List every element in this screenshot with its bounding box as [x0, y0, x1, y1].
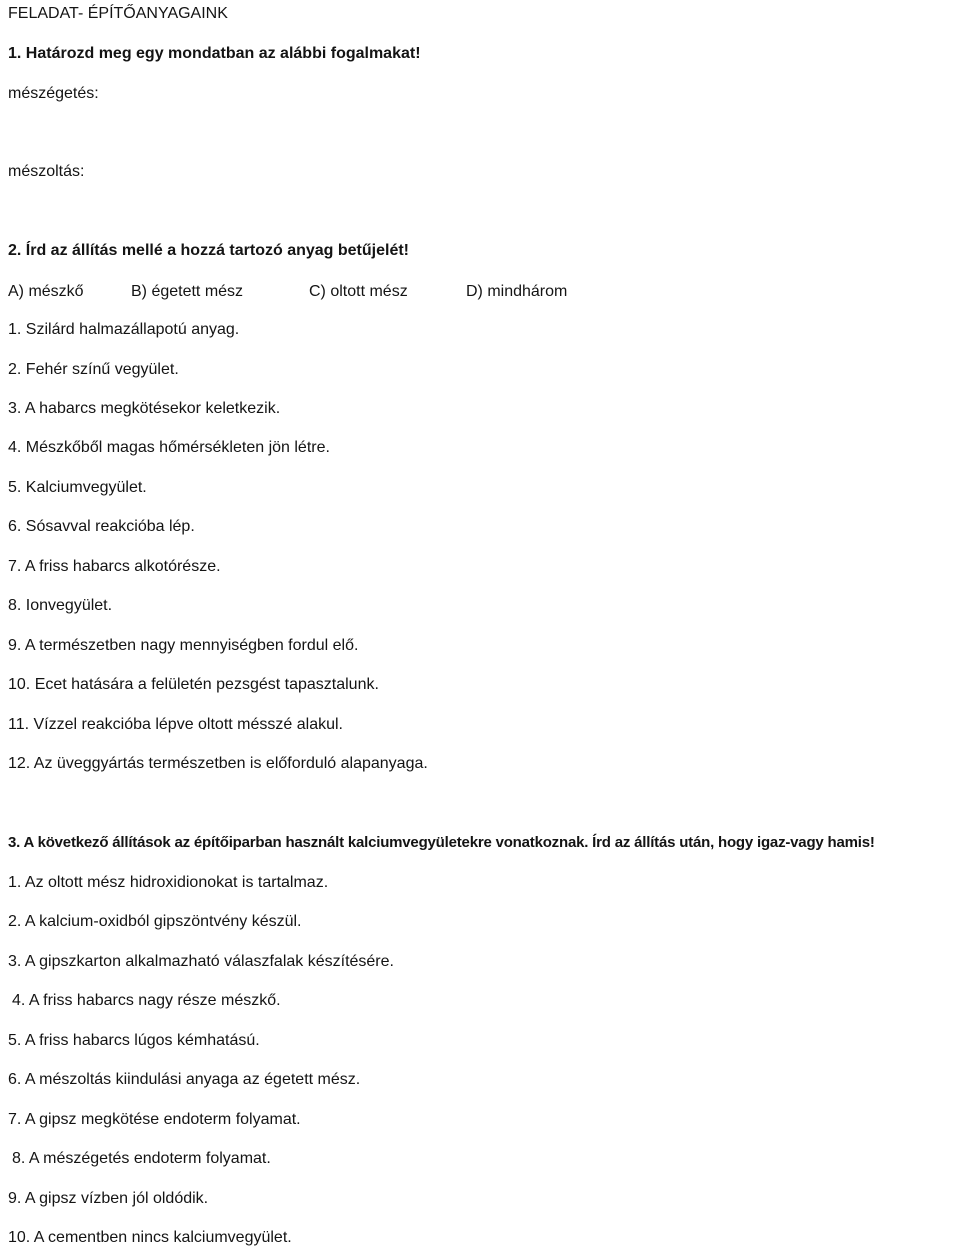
task3-statement: 7. A gipsz megkötése endoterm folyamat. — [8, 1111, 301, 1128]
task2-statement: 11. Vízzel reakcióba lépve oltott mésszé alakul. — [8, 716, 343, 733]
task3-statement: 1. Az oltott mész hidroxidionokat is tartalmaz. — [8, 874, 329, 891]
option-b: B) égetett mész — [131, 283, 244, 300]
task3-statement: 2. A kalcium-oxidból gipszöntvény készül. — [8, 913, 302, 930]
term-meszegetes: mészégetés: — [8, 85, 99, 102]
task2-statement: 1. Szilárd halmazállapotú anyag. — [8, 321, 240, 338]
option-c: C) oltott mész — [309, 283, 408, 300]
task2-statement: 8. Ionvegyület. — [8, 597, 113, 614]
task2-heading: 2. Írd az állítás mellé a hozzá tartozó anyag betűjelét! — [8, 242, 409, 259]
option-a: A) mészkő — [8, 283, 84, 300]
task2-statement: 2. Fehér színű vegyület. — [8, 361, 179, 378]
task2-statement: 5. Kalciumvegyület. — [8, 479, 147, 496]
answer-options — [8, 282, 608, 302]
task2-statement: 3. A habarcs megkötésekor keletkezik. — [8, 400, 281, 417]
task2-statement: 6. Sósavval reakcióba lép. — [8, 518, 195, 535]
task2-statement: 4. Mészkőből magas hőmérsékleten jön létre. — [8, 439, 330, 456]
task3-statement: 5. A friss habarcs lúgos kémhatású. — [8, 1032, 260, 1049]
task2-statement: 9. A természetben nagy mennyiségben fordul elő. — [8, 637, 359, 654]
task3-heading: 3. A következő állítások az építőiparban használt kalciumvegyületekre vonatkoznak. Írd az állítás után, hogy igaz-vagy hamis! — [8, 834, 875, 851]
option-d: D) mindhárom — [466, 283, 568, 300]
worksheet-title: FELADAT- ÉPÍTŐANYAGAINK — [8, 5, 228, 22]
task2-statement: 10. Ecet hatására a felületén pezsgést tapasztalunk. — [8, 676, 379, 693]
term-meszoltas: mészoltás: — [8, 163, 85, 180]
task1-heading: 1. Határozd meg egy mondatban az alábbi fogalmakat! — [8, 45, 421, 62]
task2-statement: 7. A friss habarcs alkotórésze. — [8, 558, 221, 575]
task3-statement: 6. A mészoltás kiindulási anyaga az égetett mész. — [8, 1071, 361, 1088]
task3-statement: 9. A gipsz vízben jól oldódik. — [8, 1190, 209, 1207]
task3-statement: 8. A mészégetés endoterm folyamat. — [12, 1150, 271, 1167]
task3-statement: 10. A cementben nincs kalciumvegyület. — [8, 1229, 292, 1246]
task2-statement: 12. Az üveggyártás természetben is előforduló alapanyaga. — [8, 755, 428, 772]
task3-statement: 3. A gipszkarton alkalmazható válaszfalak készítésére. — [8, 953, 394, 970]
task3-statement: 4. A friss habarcs nagy része mészkő. — [12, 992, 281, 1009]
